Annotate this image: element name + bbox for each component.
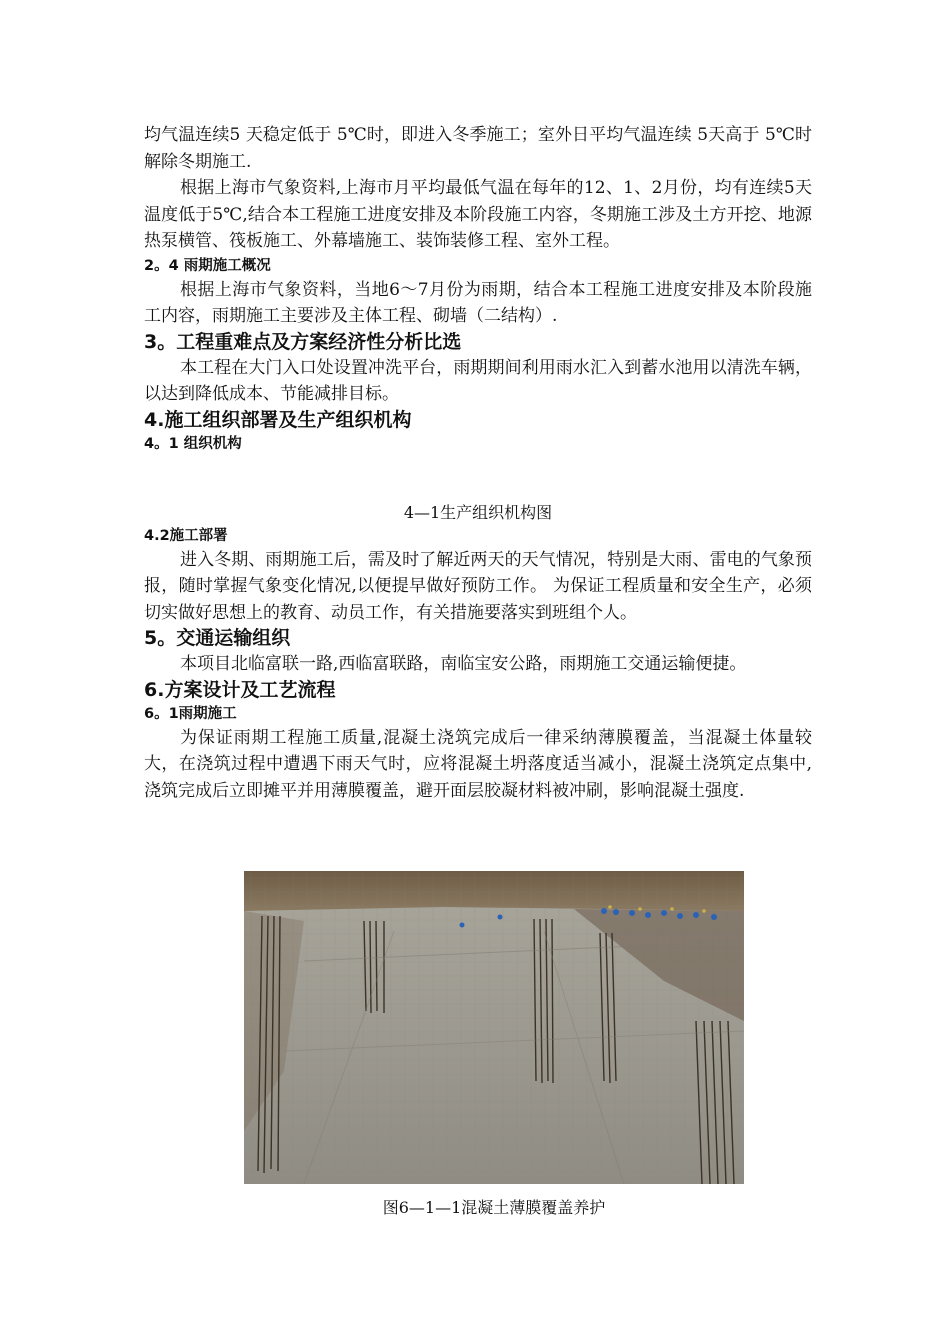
document-body xyxy=(144,122,812,804)
heading-3: 3。工程重难点及方案经济性分析比选 xyxy=(144,330,462,353)
paragraph-rain-concrete: 为保证雨期工程施工质量,混凝土浇筑完成后一律采纳薄膜覆盖，当混凝土体量较大，在浇筑过程中遭遇下雨天气时，应将混凝土坍落度适当减小，混凝土浇筑定点集中,浇筑完成后立即摊平并用薄膜覆盖，避开面层胶凝材料被冲刷，影响混凝土强度. xyxy=(144,727,812,801)
paragraph-rain-scope: 根据上海市气象资料，当地6～7月份为雨期，结合本工程施工进度安排及本阶段施工内容，雨期施工主要涉及主体工程、砌墙（二结构）. xyxy=(144,279,812,326)
paragraph-traffic: 本项目北临富联一路,西临富联路，南临宝安公路，雨期施工交通运输便捷。 xyxy=(180,654,747,674)
org-chart-placeholder xyxy=(144,455,812,501)
figure-caption: 图6—1—1混凝土薄膜覆盖养护 xyxy=(382,1198,606,1217)
org-chart-caption: 4—1生产组织机构图 xyxy=(403,502,553,522)
heading-5: 5。交通运输组织 xyxy=(144,627,291,649)
heading-4: 4.施工组织部署及生产组织机构 xyxy=(144,408,412,431)
heading-4-2: 4.2施工部署 xyxy=(144,527,228,544)
paragraph-winter-definition: 均气温连续5 天稳定低于 5℃时，即进入冬季施工；室外日平均气温连续 5天高于 5℃时解除冬期施工. xyxy=(144,125,812,172)
heading-6: 6.方案设计及工艺流程 xyxy=(144,678,336,701)
heading-6-1: 6。1雨期施工 xyxy=(144,705,237,722)
paragraph-winter-scope: 根据上海市气象资料,上海市月平均最低气温在每年的12、1、2月份，均有连续5天温度低于5℃,结合本工程施工进度安排及本阶段施工内容，冬期施工涉及土方开挖、地源热泵横管、筏板施工、外幕墙施工、装饰装修工程、室外工程。 xyxy=(144,178,812,251)
construction-site-photo xyxy=(244,871,744,1184)
heading-2-4: 2。4 雨期施工概况 xyxy=(144,257,271,274)
paragraph-deployment: 进入冬期、雨期施工后，需及时了解近两天的天气情况，特别是大雨、雷电的气象预报，随时掌握气象变化情况,以便提早做好预防工作。 为保证工程质量和安全生产，必须切实做好思想上的教育、动员工作，有关措施要落实到班组个人。 xyxy=(144,549,812,623)
heading-4-1: 4。1 组织机构 xyxy=(144,435,242,452)
paragraph-wash-platform: 本工程在大门入口处设置冲洗平台，雨期期间利用雨水汇入到蓄水池用以清洗车辆，以达到降低成本、节能减排目标。 xyxy=(144,357,812,404)
